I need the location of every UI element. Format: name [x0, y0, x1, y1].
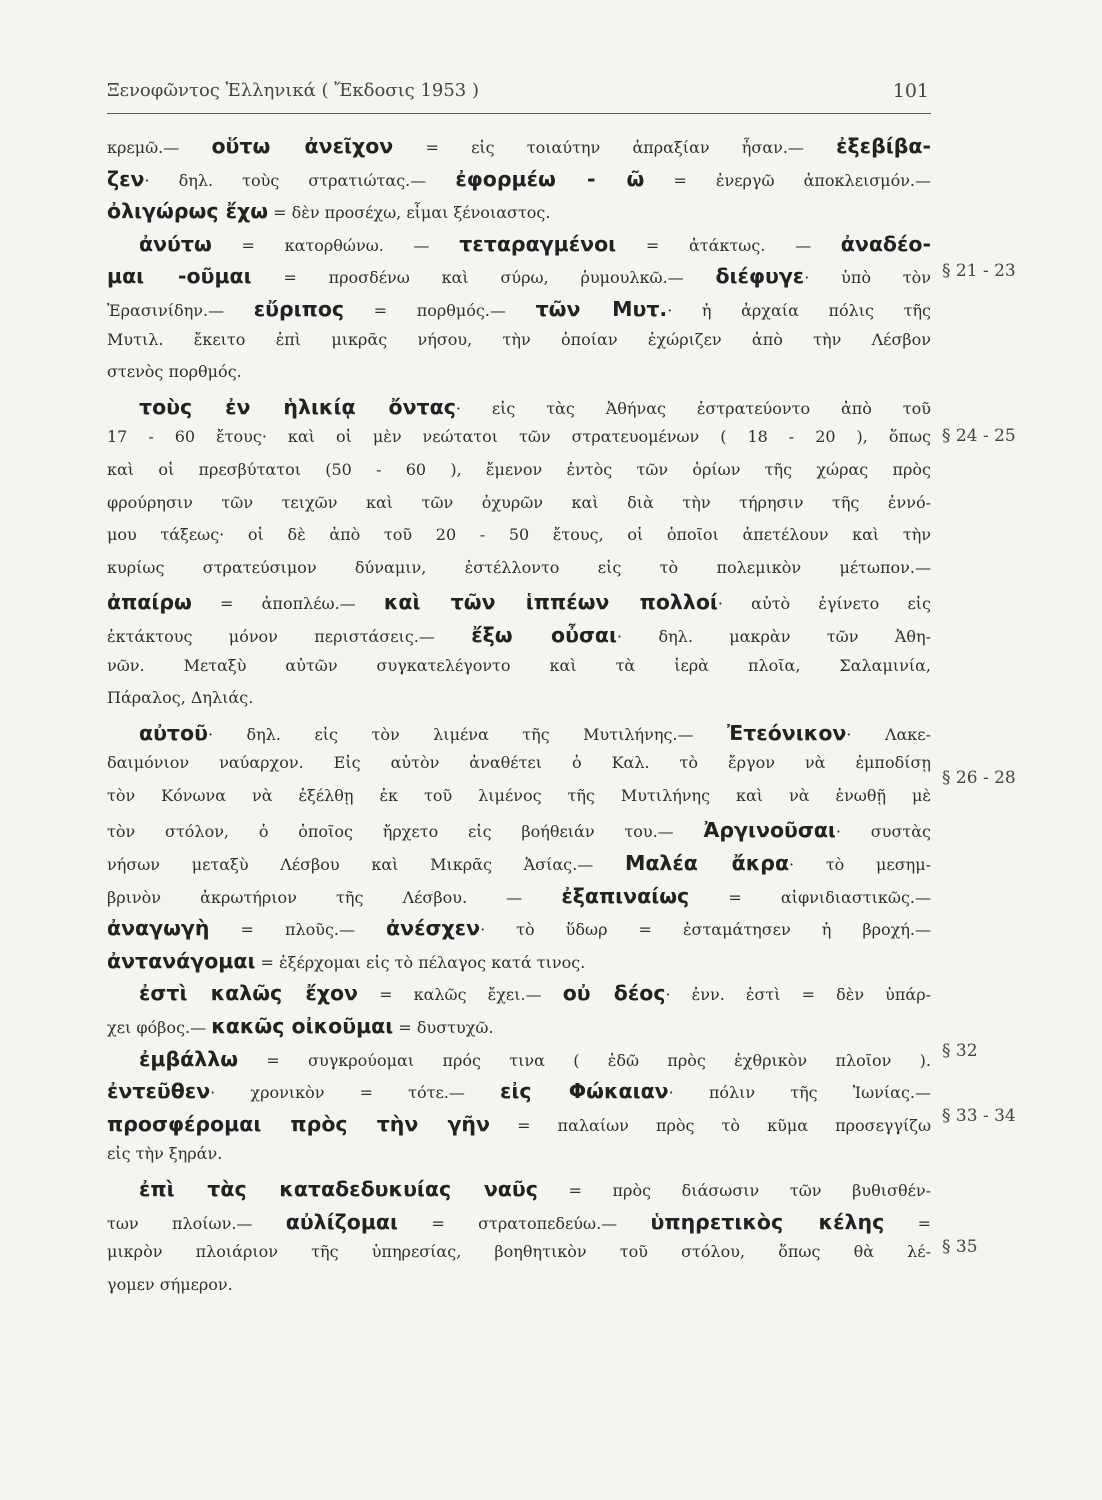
text-line: μαι -οῦμαι = προσδένω καὶ σύρω, ῥυμουλκῶ.— διέφυγε· ὑπὸ τὸν: [107, 264, 932, 289]
text-line: Πάραλος, Δηλιάς.: [107, 688, 254, 708]
text-line: φρούρησιν τῶν τειχῶν καὶ τῶν ὀχυρῶν καὶ διὰ τὴν τήρησιν τῆς ἐννό-: [107, 492, 931, 512]
text-line: μικρὸν πλοιάριον τῆς ὑπηρεσίας, βοηθητικὸν τοῦ στόλου, ὅπως θὰ λέ-: [107, 1242, 931, 1262]
text-line: εἰς τὴν ξηράν.: [107, 1144, 223, 1164]
text-line: τὸν Κόνωνα νὰ ἐξέλθῃ ἐκ τοῦ λιμένος τῆς Μυτιλήνης καὶ νὰ ἑνωθῇ μὲ: [107, 785, 931, 805]
text-line: ἀπαίρω = ἀποπλέω.— καὶ τῶν ἱππέων πολλοί· αὐτὸ ἐγίνετο εἰς: [107, 590, 931, 615]
margin-reference: § 35: [942, 1237, 978, 1257]
text-line: μου τάξεως· οἱ δὲ ἀπὸ τοῦ 20 - 50 ἔτους, οἱ ὁποῖοι ἀπετέλουν καὶ τὴν: [107, 525, 931, 545]
text-line: τὸν στόλον, ὁ ὁποῖος ἤρχετο εἰς βοήθειάν του.— Ἀργινοῦσαι· συστὰς: [107, 818, 931, 843]
text-line: ἀντανάγομαι = ἐξέρχομαι εἰς τὸ πέλαγος κατά τινος.: [107, 948, 586, 973]
text-line: ἀναγωγὴ = πλοῦς.— ἀνέσχεν· τὸ ὕδωρ = ἐσταμάτησεν ἡ βροχή.—: [107, 916, 931, 941]
text-line: Μυτιλ. ἔκειτο ἐπὶ μικρᾶς νήσου, τὴν ὁποίαν ἐχώριζεν ἀπὸ τὴν Λέσβον: [107, 329, 931, 349]
text-line: χει φόβος.— κακῶς οἰκοῦμαι = δυστυχῶ.: [107, 1014, 494, 1039]
margin-reference: § 33 - 34: [942, 1106, 1016, 1126]
text-line: νήσων μεταξὺ Λέσβου καὶ Μικρᾶς Ἀσίας.— Μαλέα ἄκρα· τὸ μεσημ-: [107, 851, 932, 876]
text-line: δαιμόνιον ναύαρχον. Εἰς αὐτὸν ἀναθέτει ὁ Καλ. τὸ ἔργον νὰ ἐμποδίσῃ: [107, 753, 931, 773]
margin-reference: § 32: [942, 1041, 978, 1061]
text-line: ἐμβάλλω = συγκρούομαι πρός τινα ( ἐδῶ πρὸς ἐχθρικὸν πλοῖον ).: [139, 1046, 931, 1071]
running-title: Ξενοφῶντος Ἑλληνικά ( Ἔκδοσις 1953 ): [107, 80, 479, 101]
text-line: ἐστὶ καλῶς ἔχον = καλῶς ἔχει.— οὐ δέος· ἐνν. ἐστὶ = δὲν ὑπάρ-: [139, 981, 932, 1006]
text-line: ἐπὶ τὰς καταδεδυκυίας ναῦς = πρὸς διάσωσιν τῶν βυθισθέν-: [139, 1177, 931, 1201]
header-rule: [107, 113, 931, 114]
text-line: ἐντεῦθεν· χρονικὸν = τότε.— εἰς Φώκαιαν· πόλιν τῆς Ἰωνίας.—: [107, 1079, 932, 1104]
text-line: ἀνύτω = κατορθώνω. — τεταραγμένοι = ἀτάκτως. — ἀναδέο-: [139, 231, 932, 256]
text-line: Ἐρασινίδην.— εὔριπος = πορθμός.— τῶν Μυτ.· ἡ ἀρχαία πόλις τῆς: [107, 296, 931, 321]
text-line: ὀλιγώρως ἔχω = δὲν προσέχω, εἶμαι ξένοιαστος.: [107, 199, 551, 224]
margin-reference: § 24 - 25: [942, 426, 1016, 446]
text-line: τοὺς ἐν ἡλικίᾳ ὄντας· εἰς τὰς Ἀθήνας ἐστρατεύοντο ἀπὸ τοῦ: [139, 394, 931, 419]
running-header: [107, 80, 929, 110]
text-line: κρεμῶ.— οὕτω ἀνεῖχον = εἰς τοιαύτην ἀπραξίαν ἦσαν.— ἐξεβίβα-: [107, 134, 932, 158]
commentary-body: [107, 134, 931, 1307]
text-line: βρινὸν ἀκρωτήριον τῆς Λέσβου. — ἐξαπιναίως = αἰφνιδιαστικῶς.—: [107, 883, 931, 908]
text-line: των πλοίων.— αὐλίζομαι = στρατοπεδεύω.— ὑπηρετικὸς κέλης =: [107, 1209, 931, 1234]
margin-reference: § 26 - 28: [942, 768, 1016, 788]
text-line: γομεν σήμερον.: [107, 1274, 233, 1294]
page-number: 101: [892, 80, 929, 102]
text-line: στενὸς πορθμός.: [107, 362, 242, 382]
text-line: 17 - 60 ἔτους· καὶ οἱ μὲν νεώτατοι τῶν στρατευομένων ( 18 - 20 ), ὅπως: [107, 427, 931, 447]
text-line: προσφέρομαι πρὸς τὴν γῆν = παλαίων πρὸς τὸ κῦμα προσεγγίζω: [107, 1111, 932, 1136]
text-line: κυρίως στρατεύσιμον δύναμιν, ἐστέλλοντο εἰς τὸ πολεμικὸν μέτωπον.—: [107, 557, 931, 577]
text-line: αὐτοῦ· δηλ. εἰς τὸν λιμένα τῆς Μυτιλήνης.— Ἐτεόνικον· Λακε-: [139, 720, 932, 745]
margin-reference: § 21 - 23: [942, 261, 1016, 281]
text-line: καὶ οἱ πρεσβύτατοι (50 - 60 ), ἔμενον ἐντὸς τῶν ὁρίων τῆς χώρας πρὸς: [107, 459, 931, 479]
text-line: νῶν. Μεταξὺ αὐτῶν συγκατελέγοντο καὶ τὰ ἱερὰ πλοῖα, Σαλαμινία,: [107, 655, 931, 675]
text-line: ἐκτάκτους μόνον περιστάσεις.— ἔξω οὖσαι· δηλ. μακρὰν τῶν Ἀθη-: [107, 622, 931, 647]
text-line: ζεν· δηλ. τοὺς στρατιώτας.— ἐφορμέω - ῶ = ἐνεργῶ ἀποκλεισμόν.—: [107, 166, 932, 191]
